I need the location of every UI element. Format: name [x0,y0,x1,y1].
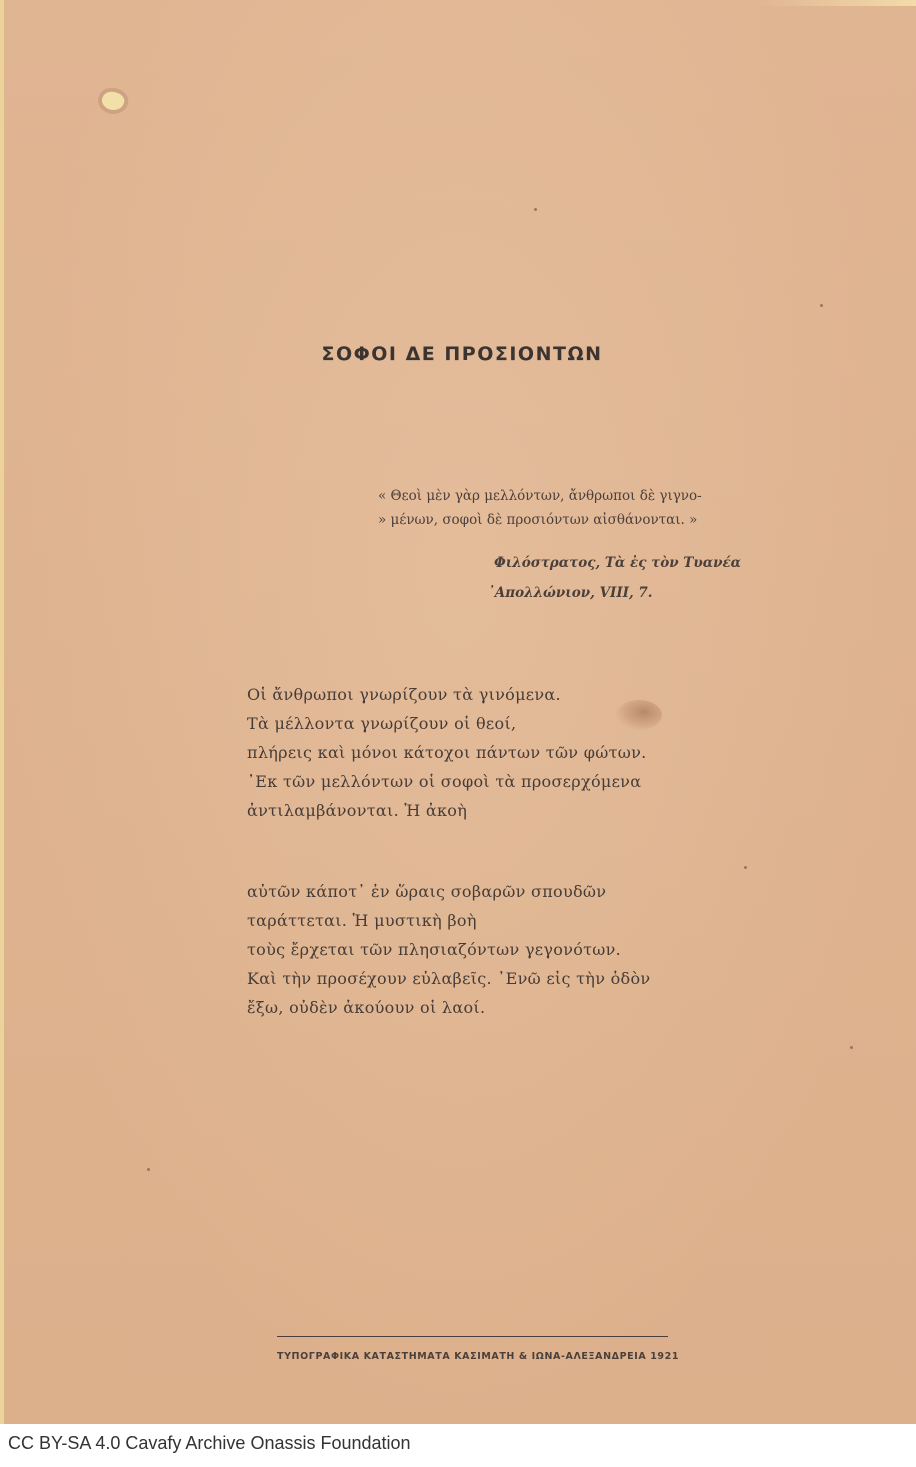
license-credit: CC BY-SA 4.0 Cavafy Archive Onassis Foundation [8,1433,411,1453]
poem-line: Καὶ τὴν προσέχουν εὐλαβεῖς. ᾿Ενῶ εἰς τὴν ὁδὸν [247,969,651,988]
poem-line: πλήρεις καὶ μόνοι κάτοχοι πάντων τῶν φώτων. [247,743,647,762]
speck [744,866,747,869]
attribution-line: ᾿Απολλώνιον, VIII, 7. [488,585,653,601]
epigraph [378,484,702,532]
poem-line: ἔξω, οὐδὲν ἀκούουν οἱ λαοί. [247,998,486,1017]
epigraph-attribution [488,548,742,608]
paper-edge-wear [756,0,916,6]
speck [820,304,823,307]
epigraph-line: » μένων, σοφοὶ δὲ προσιόντων αἰσθάνονται. » [378,512,698,528]
poem-title: ΣΟΦΟΙ ΔΕ ΠΡΟΣΙΟΝΤΩΝ [321,343,603,365]
speck [850,1046,853,1049]
poem-line: ταράττεται. Ἡ μυστικὴ βοὴ [247,911,477,930]
stanza-1 [247,680,646,825]
poem-line: ᾿Εκ τῶν μελλόντων οἱ σοφοὶ τὰ προσερχόμενα [247,772,642,791]
epigraph-line: « Θεοὶ μὲν γὰρ μελλόντων, ἄνθρωποι δὲ γιγνο- [378,488,702,504]
speck [147,1168,150,1171]
poem-line: τοὺς ἔρχεται τῶν πλησιαζόντων γεγονότων. [247,940,622,959]
poem-line: Οἱ ἄνθρωποι γνωρίζουν τὰ γινόμενα. [247,685,561,704]
speck [534,208,537,211]
poem-line: Τὰ μέλλοντα γνωρίζουν οἱ θεοί, [247,714,517,733]
stanza-2 [247,877,650,1022]
poem-line: αὐτῶν κάποτ᾿ ἐν ὥραις σοβαρῶν σπουδῶν [247,882,607,901]
poem-line: ἀντιλαμβάνονται. Ἡ ἀκοὴ [247,801,468,820]
attribution-line: Φιλόστρατος, Τὰ ἐς τὸν Τυανέα [494,555,742,571]
paper-damage-spot [100,89,127,113]
printer-imprint: ΤΥΠΟΓΡΑΦΙΚΑ ΚΑΤΑΣΤΗΜΑΤΑ ΚΑΣΙΜΑΤΗ & ΙΩΝΑ-ΑΛΕΞΑΝΔΡΕΙΑ 1921 [277,1351,680,1362]
footer-rule [277,1336,668,1337]
